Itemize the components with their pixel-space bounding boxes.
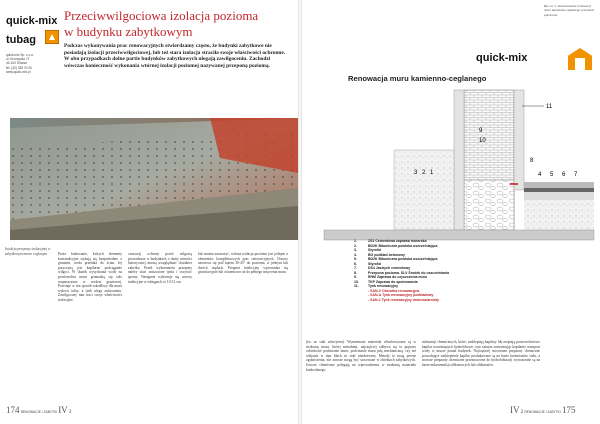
issue-year: 2 (68, 410, 72, 415)
legend-text: Styrofol (368, 261, 382, 266)
callout-11: 11 (546, 104, 553, 110)
quick-mix-logo: quick-mix (6, 15, 58, 27)
body-column-4: (tw. ze stali uchwytem). Wymienione materiały wbudowywane są w strukturę muru, której metodami, najczęściej odbywa się to poprzez odcinkowe podcinanie muru, podcinanie muru piłą mechaniczną, czy też wbijanie w mur blach ze stali nierdzewnej. Metody te mają pewne ograniczenia, nie zawsze mogą być stosowane w obiektach zabytkowych. Jeszcze chemiczne polegają na wprowadzeniu w strukturę materiału budowlanego (306, 340, 416, 372)
figure-side-note: Rys. nr 1. Zastosowanie renowacji muru kamienno-ceglanego systemem quick-mix (544, 4, 595, 17)
tubag-logo: tubag (6, 34, 36, 46)
callout-9: 9 (479, 128, 483, 134)
legend-number: 1. (354, 239, 357, 243)
issue-number: IV (58, 405, 68, 415)
legend-text: BD2K Bitumiczna powłoka uszczelniająca (368, 243, 438, 248)
body-column-3: Jak można zauważyć, wtórna izolacja pozioma jest jednym z elementów kompleksowych prac renowacyjnych. Otwory nawierca się pod kątem 30-45° do poziomu, w jednym lub dwóch rzędach. Preparat iniekcyjny wprowadza się grawitacyjnie lub ciśnieniowo aż do pełnego nasycenia muru. (198, 252, 288, 275)
callout-7: 7 (574, 172, 578, 178)
legend-text: RHM Zaprawa do czyszczenia muru (368, 275, 428, 279)
page-number: 174 (6, 405, 20, 415)
legend-text: TKP Zaprawa do spoinowania (368, 279, 418, 284)
body-column-5: substancji chemicznych, które, zasklepiają kapilary lub zwężają powierzchniowo kapilar rozrośniętych hydrofobowe, tym samym zatrzymując kapilarny transport wody w murze ponad budynek. Najczęściej stosowane preparaty chemiczne powodujące zasklepienie kapilar produkowane są na bazie krzemianów sodu, a nowsze preparaty chemiczne przeznaczone do hydrofobizacji wytwarzane są na bazie mikroemulsji silikonowych lub silikonatów. (422, 340, 540, 367)
photo-caption: Iniekcja przepony izolacyjnej w zabytkowym murze ceglanym (5, 247, 51, 256)
brick-wall-photo (10, 118, 298, 240)
diagram-legend (354, 239, 554, 302)
magazine-name: RENOWACJE I ZABYTKI (20, 410, 57, 414)
page-number: 175 (561, 405, 576, 415)
legend-number: 8. (354, 270, 357, 275)
legend-number: 11. (354, 284, 359, 288)
right-page (300, 0, 600, 424)
legend-item (354, 298, 554, 303)
legend-number: 7. (354, 266, 357, 270)
house-logo-icon (568, 48, 592, 70)
article-lead: Podczas wykonywania prac renowacyjnych stwierdzamy często, że budynki zabytkowe nie posiadają izolacji przeciwwilgociowej, lub też stara izolacja straciła swoje właściwości ochronne. W obu przypadkach dolne partie budynków zabytkowych ulegają zawilgoceniu. Zachodzi wówczas konieczność wykonania wtórnej izolacji poziomej nazywanej przeponą poziomą. (64, 43, 286, 69)
body-column-1: Przez budowanie, których elementy konstrukcyjne stykają się bezpośrednio z gruntem, woda przenika do ścian. Jej przyczyną jest kapilarne podciąganie wilgoci. W skutek wysychania wody na powierzchni muru gromadzą się sole rozpuszczone w wodzie gruntowej. Powstaje w ten sposób szkodliwy dla muru wykwit solny, a tynk ulega zniszczeniu. Zawilgocony mur traci swoje właściwości izolacyjne. (58, 252, 122, 302)
legend-number: 6. (354, 261, 357, 266)
footer-right (510, 405, 575, 415)
diagram-title: Renowacja muru kamienno-ceglanego (348, 74, 487, 83)
footer-left (6, 405, 71, 415)
legend-text: - SAN-V Obrzutka renowacyjna (368, 288, 420, 293)
callout-5: 5 (550, 172, 554, 178)
legend-number: 10. (354, 279, 359, 284)
legend-text: BD2K Bitumiczna powłoka uszczelniająca (368, 257, 438, 261)
callout-4: 4 (538, 172, 542, 178)
legend-text: Tynk renowacyjny (368, 284, 399, 288)
body-column-2: czasowej ochrony przed wilgocią prowadzone w budynkach o dużej wartości historycznej muszą uwzględniać charakter zabytku. Przed wykonaniem przepony należy skuć zniszczone tynki i oczyścić spoiny. Następnie wykonuje się otwory iniekcyjne w odstępach co 10-12 cm. (128, 252, 192, 284)
callout-1: 1 (430, 170, 434, 176)
legend-number: 3. (354, 248, 357, 252)
legend-number: 5. (354, 257, 357, 261)
article-title: Przeciwwilgociowa izolacja pozioma w budynku zabytkowym (64, 8, 259, 39)
legend-text: - SAN-1 Tynk renowacyjny drobnoziarnisty (368, 297, 439, 302)
callout-10: 10 (479, 138, 486, 144)
legend-number: 4. (354, 252, 357, 257)
callout-3: 3 (414, 170, 418, 176)
legend-text: - SAN-A Tynk renowacyjny podkładowy (368, 293, 434, 297)
legend-number: 2. (354, 243, 357, 248)
callout-2: 2 (422, 170, 426, 176)
issue-year: 2 (520, 410, 524, 415)
legend-text: Styrofol (368, 248, 382, 252)
tubag-mark-icon (45, 30, 59, 44)
magazine-name: RENOWACJE I ZABYTKI (524, 410, 561, 414)
legend-text: BG podkład betonowy (368, 252, 405, 257)
callout-6: 6 (562, 172, 566, 178)
legend-text: ZS1 Cementowa zaprawa murarska (368, 239, 427, 243)
wall-renovation-diagram (304, 70, 598, 370)
callout-8: 8 (530, 158, 534, 164)
legend-text: Przepona pozioma. SLV Środek do uszczelniania (368, 270, 450, 275)
company-address: quick-mix Sp. z o.o. ul. Kroczycka 71 44-100 Gliwice tel. (32) 335 70 00 www.quick-mix.pl (6, 53, 34, 74)
quick-mix-logo: quick-mix (476, 52, 528, 64)
issue-number: IV (510, 405, 520, 415)
legend-text: DS4 Jastrych cementowy (368, 266, 411, 270)
legend-number: 9. (354, 275, 357, 279)
